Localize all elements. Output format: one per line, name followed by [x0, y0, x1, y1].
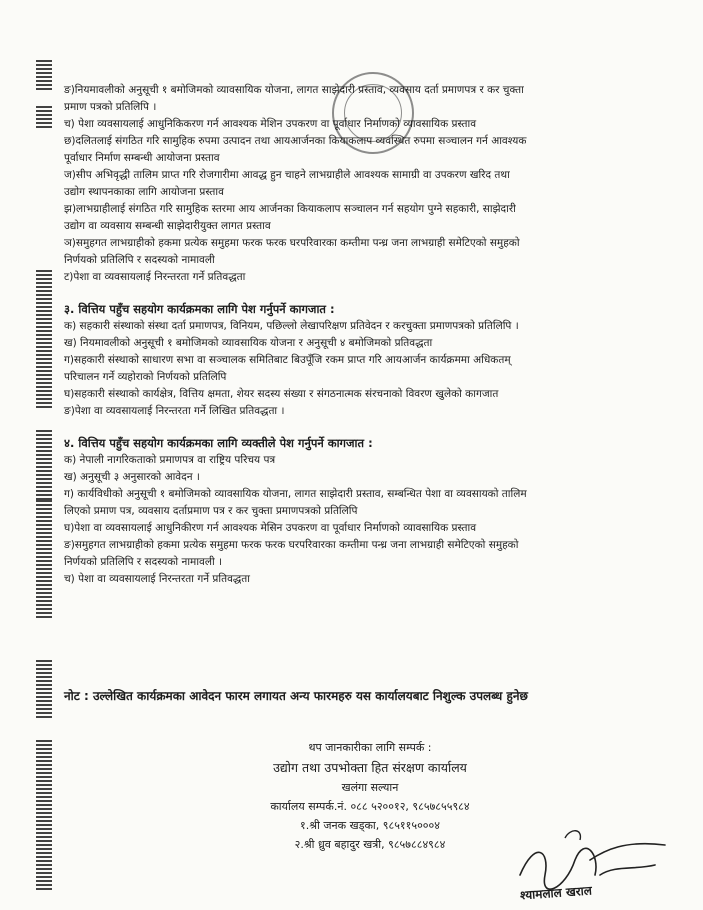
margin-bar — [36, 500, 52, 620]
section-4-item: च) पेशा वा व्यवसायलाई निरन्तरता गर्ने प्रतिवद्धता — [64, 573, 251, 585]
body-line: उद्योग वा व्यवसाय सम्बन्धी साझेदारीयुक्त लागत प्रस्ताव — [64, 220, 271, 232]
section-3-item: क) सहकारी संस्थाको संस्था दर्ता प्रमाणपत्र, विनियम, पछिल्लो लेखापरिक्षण प्रतिवेदन र करचुक्ता प्रमाणपत्रको प्रतिलिपि । — [64, 320, 519, 332]
contact-person-2: २.श्री ध्रुव बहादुर खत्री, ९८५७८८४९८४ — [294, 838, 446, 851]
contact-phone: कार्यालय सम्पर्क.नं. ०८८ ५२००१२, ९८५७८५५९८४ — [270, 800, 470, 813]
body-line: झ)लाभग्राहीलाई संगठित गरि सामुहिक स्तरमा आय आर्जनका कियाकलाप सञ्चालन गर्न सहयोग पुग्ने सहकारी, साझेदारी — [64, 203, 516, 215]
contact-place: खलंगा सल्यान — [341, 781, 399, 794]
body-line: च) पेशा व्यवसायलाई आधुनिकिकरण गर्न आवश्यक मेशिन उपकरण वा पूर्वाधार निर्माणको व्यावसायिक प्रस्ताव — [64, 118, 477, 130]
section-4-item: क) नेपाली नागरिकताको प्रमाणपत्र वा राष्ट्रिय परिचय पत्र — [64, 454, 276, 466]
section-4-item: ङ)समुहगत लाभग्राहीको हकमा प्रत्येक समुहमा फरक फरक घरपरिवारका कम्तीमा पन्ध्र जना लाभग्राही समेटिएको समुहको — [64, 539, 519, 551]
document-body — [64, 82, 680, 588]
signatory-name: श्यामलाल खराल — [519, 883, 593, 903]
section-3-item: परिचालन गर्ने व्यहोराको निर्णयको प्रतिलिपि — [64, 371, 227, 383]
body-line: निर्णयको प्रतिलिपि र सदस्यको नामावली — [64, 254, 215, 266]
section-3-item: ख) नियमावलीको अनुसूची १ बमोजिमको व्यावसायिक योजना र अनुसूची ४ बमोजिमको प्रतिवद्धता — [64, 337, 433, 349]
body-line: ङ)नियमावलीको अनुसूची १ बमोजिमको व्यावसायिक योजना, लागत साझेदारी प्रस्ताव, व्यवसाय दर्ता प्रमाणपत्र र कर चुक्ता — [64, 84, 524, 96]
section-4-item: ग) कार्यविधीको अनुसूची १ बमोजिमको व्यावसायिक योजना, लागत साझेदारी प्रस्ताव, सम्बन्धित पेशा वा व्यवसायको तालिम — [64, 488, 527, 500]
body-line: प्रमाण पत्रको प्रतिलिपि । — [64, 101, 157, 113]
scan-margin-marks — [36, 60, 54, 900]
section-3-item: घ)सहकारी संस्थाको कार्यक्षेत्र, वित्तिय क्षमता, शेयर सदस्य संख्या र संगठनात्मक संरचनाको विवरण खुलेको कागजात — [64, 388, 499, 400]
section-4-item: ख) अनुसूची ३ अनुसारको आवेदन । — [64, 471, 200, 483]
contact-intro: थप जानकारीका लागि सम्पर्क : — [308, 741, 432, 754]
body-line: ज)सीप अभिवृद्धी तालिम प्राप्त गरि रोजगारीमा आवद्ध हुन चाहने लाभग्राहीले आवश्यक सामाग्री वा उपकरण खरिद तथा — [64, 169, 510, 181]
margin-bar — [36, 106, 52, 130]
section-4-item: लिएको प्रमाण पत्र, व्यवसाय दर्ताप्रमाण पत्र र कर चुक्ता प्रमाणपत्रको प्रतिलिपि — [64, 505, 358, 517]
section-3-item: ङ)पेशा वा व्यवसायलाई निरन्तरता गर्ने लिखित प्रतिवद्धता । — [64, 405, 285, 417]
contact-person-1: १.श्री जनक खड्का, ९८५११५०००४ — [300, 819, 440, 832]
body-line: उद्योग स्थापनकाका लागि आयोजना प्रस्ताव — [64, 186, 224, 198]
margin-bar — [36, 60, 52, 90]
section-3-item: ग)सहकारी संस्थाको साधारण सभा वा सञ्चालक समितिबाट बिउपूँजि रकम प्राप्त गरि आयआर्जन कार्यक्रममा अधिकतम् — [64, 354, 511, 366]
body-line: ञ)समुहगत लाभग्राहीको हकमा प्रत्येक समुहमा फरक फरक घरपरिवारका कम्तीमा पन्ध्र जना लाभग्राही समेटिएको समुहको — [64, 237, 520, 249]
body-line: पूर्वाधार निर्माण सम्बन्धी आयोजना प्रस्ताव — [64, 152, 220, 164]
margin-bar — [36, 270, 52, 410]
margin-bar — [36, 660, 52, 720]
section-3-heading: ३. वित्तिय पहुँच सहयोग कार्यक्रमका लागि पेश गर्नुपर्ने कागजात : — [64, 302, 335, 316]
body-line: ट)पेशा वा व्यवसायलाई निरन्तरता गर्ने प्रतिवद्धता — [64, 271, 246, 283]
body-line: छ)दलितलाई संगठित गरि सामुहिक रुपमा उत्पादन तथा आयआर्जनका कियाकलाप व्यवस्थित रुपमा सञ्चालन गर्न आवश्यक — [64, 135, 527, 147]
section-4-item: निर्णयको प्रतिलिपि र सदस्यको नामावली । — [64, 556, 223, 568]
margin-bar — [36, 430, 52, 500]
section-4-item: घ)पेशा वा व्यवसायलाई आधुनिकीरण गर्न आवश्यक मेसिन उपकरण वा पूर्वाधार निर्माणको व्यावसायिक प्रस्ताव — [64, 522, 477, 534]
margin-bar — [36, 740, 52, 890]
contact-office: उद्योग तथा उपभोक्ता हित संरक्षण कार्यालय — [273, 760, 467, 775]
section-4-heading: ४. वित्तिय पहुँच सहयोग कार्यक्रमका लागि व्यक्तीले पेश गर्नुपर्ने कागजात : — [64, 436, 373, 450]
note-text: नोट : उल्लेखित कार्यक्रमका आवेदन फारम लगायत अन्य फारमहरु यस कार्यालयबाट निशुल्क उपलब्ध हुनेछ — [64, 689, 528, 703]
